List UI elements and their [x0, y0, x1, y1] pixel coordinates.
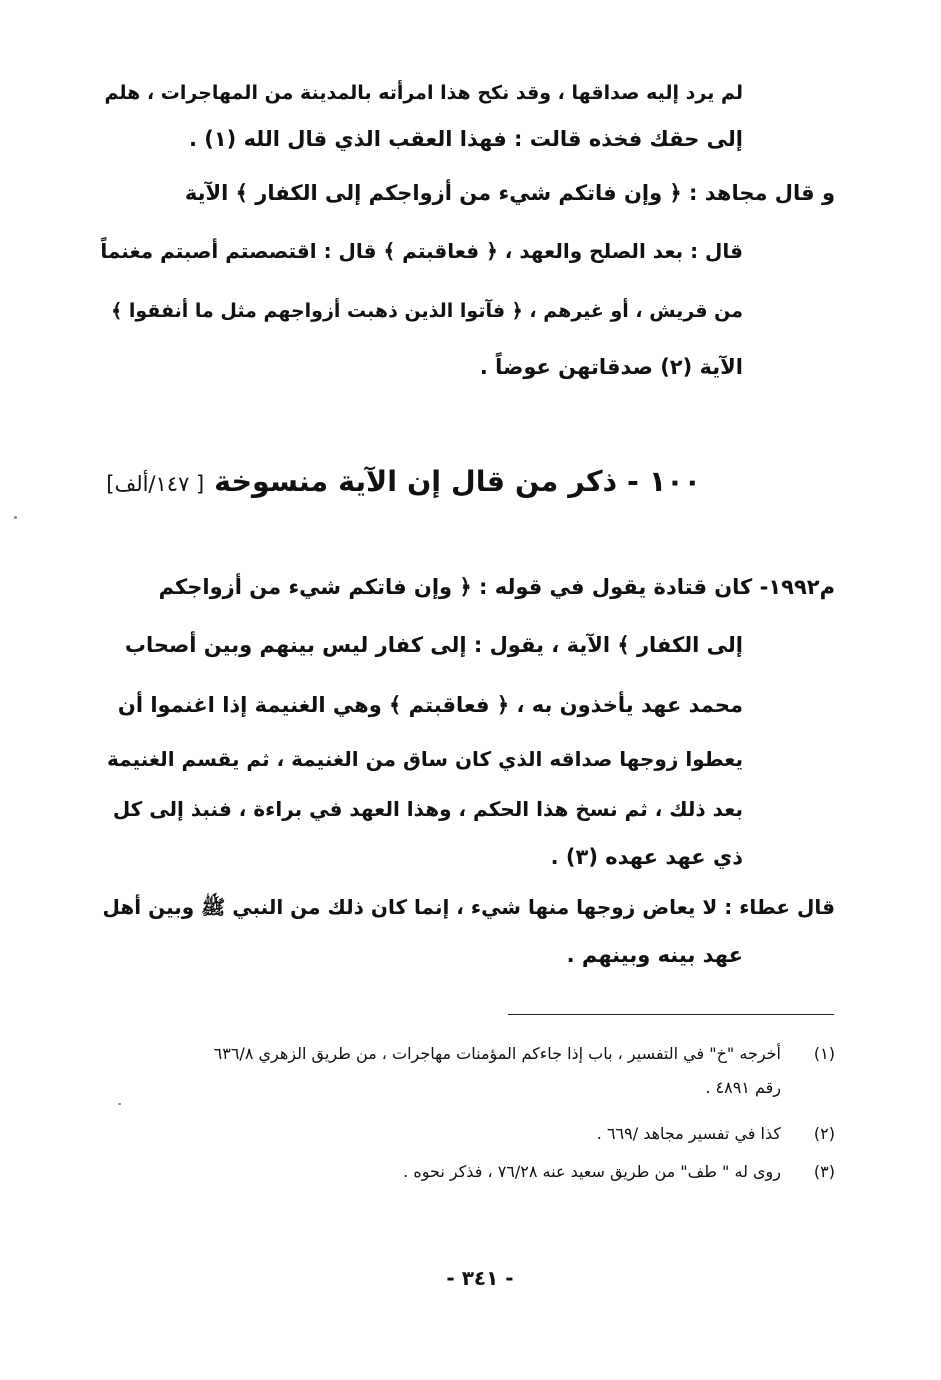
entry-line: إلى الكفار ﴾ الآية ، يقول : إلى كفار ليس بينهم وبين أصحاب	[124, 633, 743, 657]
footnote-text: أخرجه "خ" في التفسير ، باب إذا جاءكم المؤمنات مهاجرات ، من طريق الزهري ٦٣٦/٨	[213, 1044, 781, 1063]
text-line: قال : بعد الصلح والعهد ، ﴿ فعاقبتم ﴾ قال : اقتصصتم أصبتم مغنماً	[100, 239, 743, 263]
entry-line: م١٩٩٢- كان قتادة يقول في قوله : ﴿ وإن فاتكم شيء من أزواجكم	[158, 575, 835, 599]
footnote-text: كذا في تفسير مجاهد /٦٦٩ .	[596, 1124, 781, 1143]
scan-speck	[118, 1103, 121, 1105]
text-line: و قال مجاهد : ﴿ وإن فاتكم شيء من أزواجكم إلى الكفار ﴾ الآية	[184, 181, 835, 205]
section-heading	[106, 462, 701, 504]
text-line: من قريش ، أو غيرهم ، ﴿ فآتوا الذين ذهبت أزواجهم مثل ما أنفقوا ﴾	[111, 300, 743, 322]
text-line: الآية (٢) صدقاتهن عوضاً .	[479, 355, 743, 379]
entry-line: محمد عهد يأخذون به ، ﴿ فعاقبتم ﴾ وهي الغنيمة إذا اغنموا أن	[117, 693, 743, 717]
footnote-text: رقم ٤٨٩١ .	[705, 1078, 781, 1097]
footnote-separator	[508, 1014, 834, 1015]
manuscript-folio-ref: [ ١٤٧/ألف]	[106, 472, 205, 496]
text-line: عهد بينه وبينهم .	[566, 943, 743, 967]
footnote-number: (١)	[813, 1044, 835, 1063]
entry-line: بعد ذلك ، ثم نسخ هذا الحكم ، وهذا العهد في براءة ، فنبذ إلى كل	[112, 797, 743, 821]
text-line: قال عطاء : لا يعاض زوجها منها شيء ، إنما كان ذلك من النبي ﷺ وبين أهل	[102, 895, 835, 919]
text-line: إلى حقك فخذه قالت : فهذا العقب الذي قال الله (١) .	[188, 127, 743, 151]
entry-line: يعطوا زوجها صداقه الذي كان ساق من الغنيمة ، ثم يقسم الغنيمة	[107, 747, 743, 771]
scan-speck	[14, 516, 17, 519]
text-line: لم يرد إليه صداقها ، وقد نكح هذا امرأته بالمدينة من المهاجرات ، هلم	[104, 82, 743, 104]
entry-line: ذي عهد عهده (٣) .	[550, 845, 743, 869]
page-number: - ٣٤١ -	[446, 1266, 514, 1290]
footnote-number: (٣)	[813, 1162, 835, 1181]
section-title: ١٠٠ - ذكر من قال إن الآية منسوخة	[214, 465, 701, 498]
footnote-number: (٢)	[813, 1124, 835, 1143]
footnote-text: روى له " طف" من طريق سعيد عنه ٧٦/٢٨ ، فذكر نحوه .	[403, 1162, 781, 1181]
